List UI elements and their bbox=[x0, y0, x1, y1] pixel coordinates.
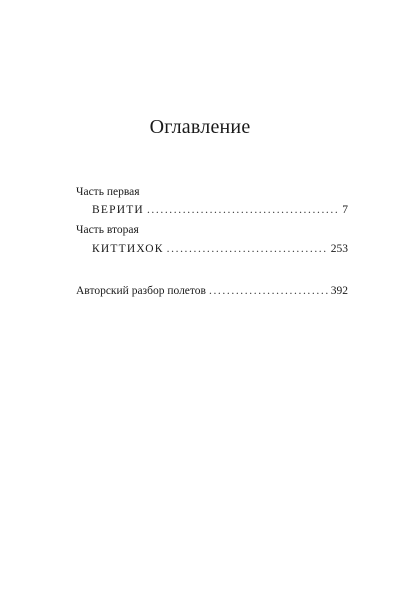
toc-entry-kittyhawk bbox=[92, 243, 348, 255]
part-one-label: Часть первая bbox=[76, 186, 140, 198]
toc-page-number: 392 bbox=[330, 285, 348, 297]
dot-leader bbox=[147, 204, 339, 216]
toc-entry-title: Авторский разбор полетов bbox=[76, 285, 206, 297]
page-title: Оглавление bbox=[149, 116, 251, 138]
toc-page-number: 253 bbox=[330, 243, 348, 255]
toc-entry-title: КИТТИХОК bbox=[92, 243, 164, 255]
toc-entry-verity bbox=[92, 204, 348, 216]
toc-entry-title: ВЕРИТИ bbox=[92, 204, 144, 216]
toc-entry-author-debrief bbox=[76, 285, 348, 297]
part-two-label: Часть вторая bbox=[76, 224, 139, 236]
dot-leader bbox=[209, 285, 328, 297]
toc-page-number: 7 bbox=[342, 204, 348, 216]
dot-leader bbox=[167, 243, 328, 255]
